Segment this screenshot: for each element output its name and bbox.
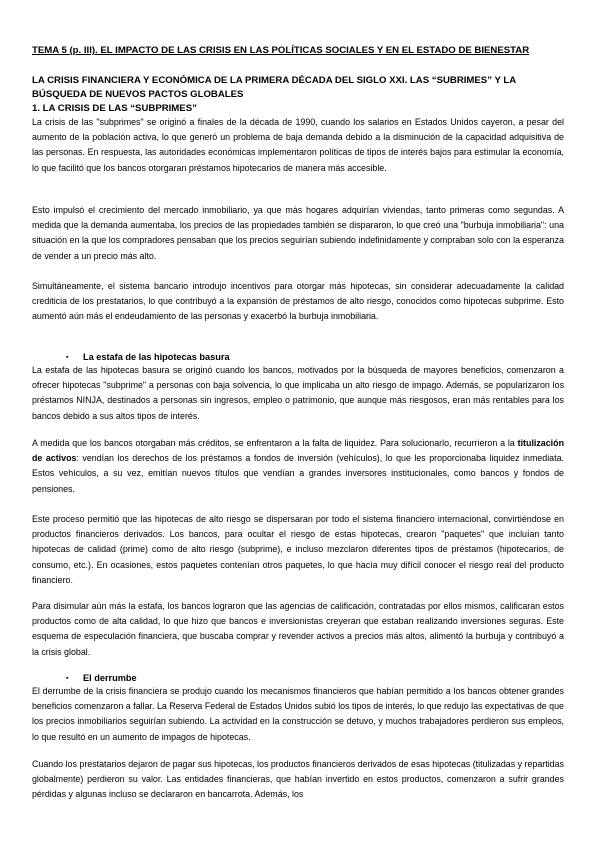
bullet-marker-icon: ▪ (66, 354, 69, 361)
bullet-label: El derrumbe (83, 673, 137, 683)
section-heading: LA CRISIS FINANCIERA Y ECONÓMICA DE LA PRIMERA DÉCADA DEL SIGLO XXI. LAS “SUBRIMES” Y LA BÚSQUEDA DE NUEVOS PACTOS GLOBALES (32, 75, 516, 100)
paragraph-2: Esto impulsó el crecimiento del mercado inmobiliario, ya que más hogares adquirían viviendas, tanto primeras como segundas. A medida que la demanda aumentaba, los precios de las propiedades también se dispararon, lo que creó una "burbuja inmobiliaria": una situación en la que los compradores pensaban que los precios seguirían subiendo indefinidamente y compraban solo con la esperanza de vender a un precio más alto. (32, 205, 564, 261)
document-title: TEMA 5 (p. III). EL IMPACTO DE LAS CRISIS EN LAS POLÍTICAS SOCIALES Y EN EL ESTADO DE BIENESTAR (32, 45, 530, 56)
bullet-marker-icon: ▪ (66, 675, 69, 682)
subsection-heading: 1. LA CRISIS DE LAS “SUBPRIMES” (32, 103, 197, 114)
paragraph-5-start: A medida que los bancos otorgaban más créditos, se enfrentaron a la falta de liquidez. Para solucionarlo, recurrieron a la (32, 438, 518, 448)
paragraph-5-emphasis: titulización de activos (32, 438, 564, 464)
paragraph-7: Para disimular aún más la estafa, los bancos lograron que las agencias de calificación, contratadas por ellos mismos, calificaran estos productos como de alta calidad, lo que hizo que bancos e inversionistas creyeran que estaban realizando inversiones seguras. Este esquema de especulación financiera, que buscaba comprar y revender activos a precios más altos, alimentó la burbuja y contribuyó a la crisis global. (32, 601, 564, 657)
paragraph-6: Este proceso permitió que las hipotecas de alto riesgo se dispersaran por todo el sistema financiero internacional, convirtiéndose en productos financieros derivados. Los bancos, para ocultar el riesgo de estas hipotecas, crearon "paquetes" que incluían tanto hipotecas de calidad (prime) como de alto riesgo (subprime), e incluso mezclaron diferentes tipos de préstamos (hipotecarios, de consumo, etc.). En ocasiones, estos paquetes contenían otros paquetes, lo que hacía muy difícil conocer el riesgo real del producto financiero. (32, 514, 564, 585)
paragraph-3: Simultáneamente, el sistema bancario introdujo incentivos para otorgar más hipotecas, sin considerar adecuadamente la calidad crediticia de los prestatarios, lo que contribuyó a la expansión de préstamos de alto riesgo, conocidos como hipotecas subprime. Esto aumentó aún más el endeudamiento de las personas y exacerbó la burbuja inmobiliaria. (32, 281, 564, 322)
paragraph-4: La estafa de las hipotecas basura se originó cuando los bancos, motivados por la búsqueda de mayores beneficios, comenzaron a ofrecer hipotecas "subprime" a personas con baja solvencia, lo que implicaba un alto riesgo de impago. Además, se popularizaron los préstamos NINJA, destinados a personas sin ingresos, empleo o patrimonio, que aunque más riesgosos, eran más rentables para los bancos debido a sus altos tipos de interés. (32, 365, 564, 421)
paragraph-8: El derrumbe de la crisis financiera se produjo cuando los mecanismos financieros que habían permitido a los bancos obtener grandes beneficios comenzaron a fallar. La Reserva Federal de Estados Unidos subió los tipos de interés, lo que redujo las expectativas de que los precios inmobiliarios seguirían subiendo. La actividad en la construcción se detuvo, y muchos trabajadores perdieron sus empleos, lo que resultó en un aumento de impagos de hipotecas. (32, 686, 564, 742)
paragraph-5-end: : vendían los derechos de los préstamos a fondos de inversión (vehículos), lo que les proporcionaba liquidez inmediata. Estos vehículos, a su vez, emitían nuevos títulos que vendían a grandes inversores institucionales, como bancos y fondos de pensiones. (32, 453, 564, 494)
bullet-label: La estafa de las hipotecas basura (83, 352, 230, 362)
paragraph-5 (32, 436, 564, 497)
paragraph-1: La crisis de las "subprimes" se originó a finales de la década de 1990, cuando los salarios en Estados Unidos cayeron, a pesar del aumento de la población activa, lo que generó un problema de baja demanda debido a la disminución de la capacidad adquisitiva de las personas. En respuesta, las autoridades económicas implementaron políticas de tipos de interés bajos para estimular la economía, lo que facilitó que los bancos otorgaran préstamos hipotecarios de manera más accesible. (32, 117, 564, 173)
paragraph-9: Cuando los prestatarios dejaron de pagar sus hipotecas, los productos financieros derivados de esas hipotecas (titulizadas y repartidas globalmente) perdieron su valor. Las entidades financieras, que habían invertido en estos productos, comenzaron a sufrir grandes pérdidas y algunas incluso se declararon en bancarrota. Además, los (32, 759, 564, 800)
